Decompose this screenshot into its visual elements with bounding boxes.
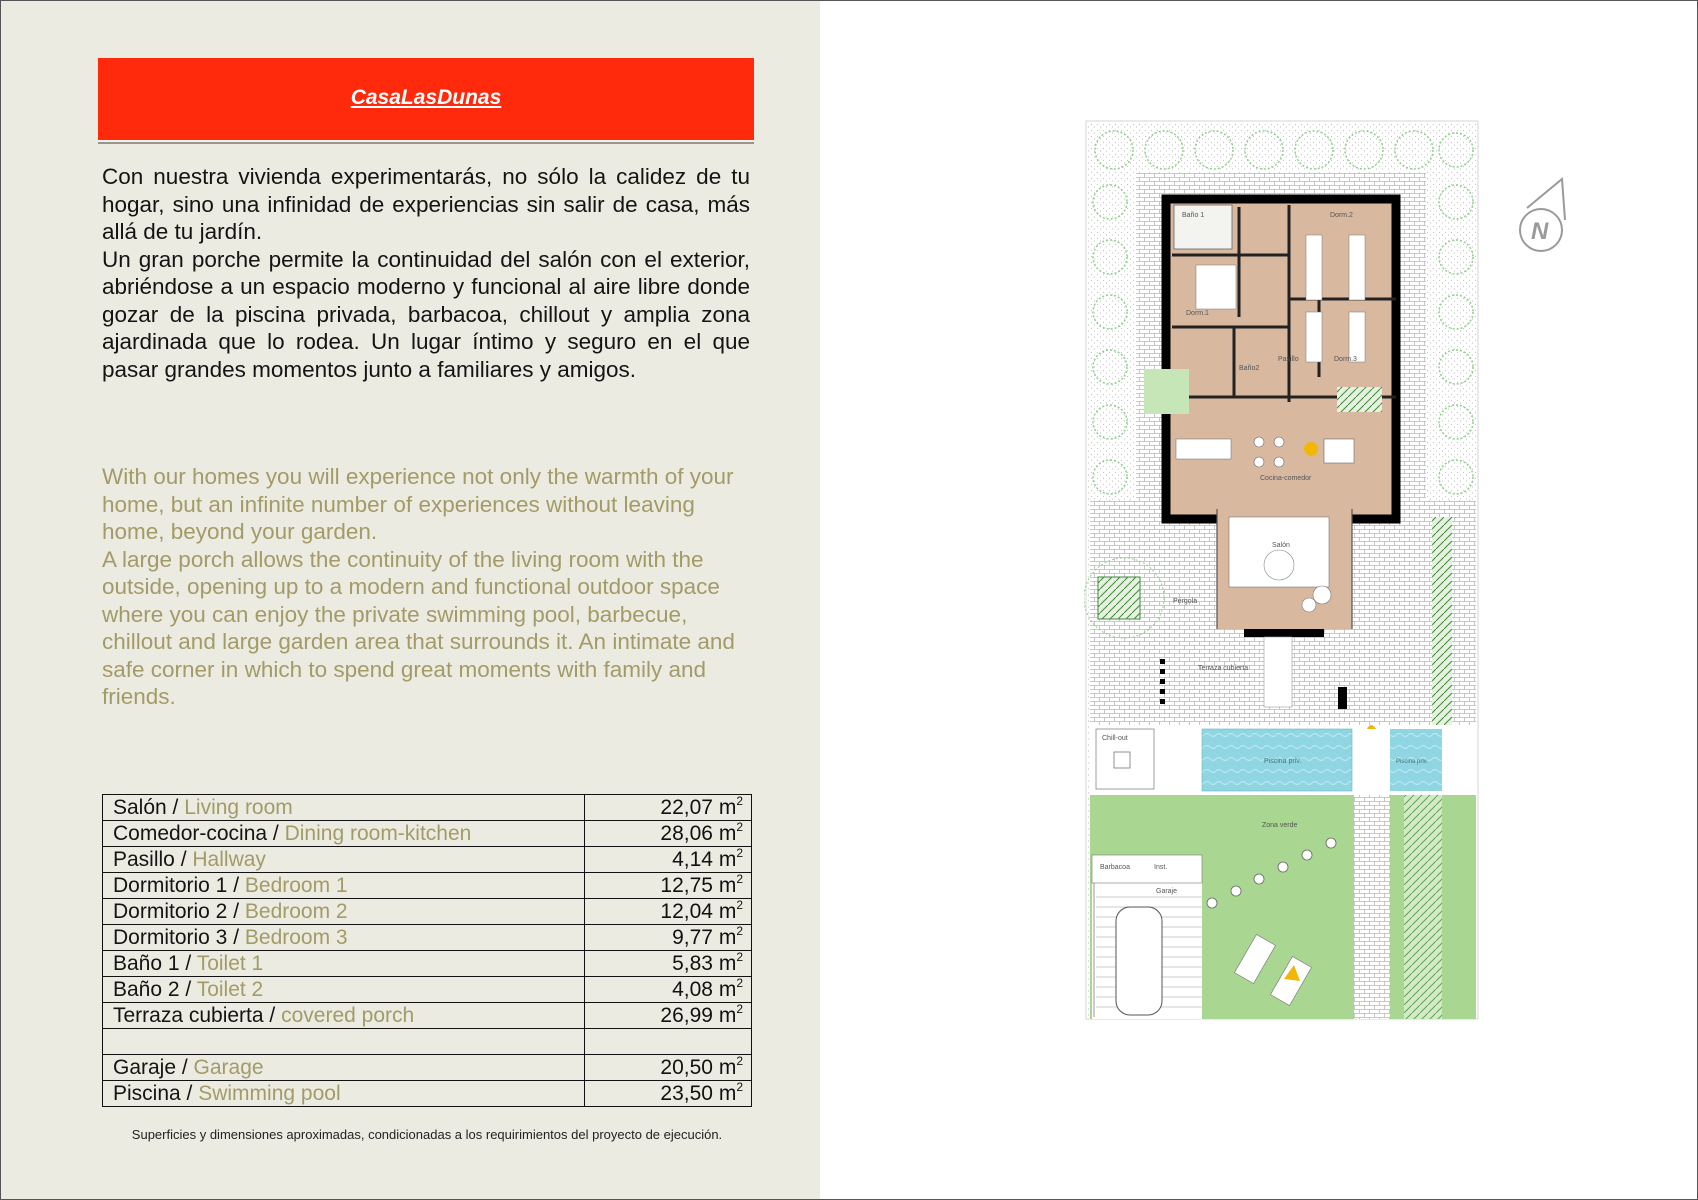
- room-name-en: Bedroom 1: [244, 873, 348, 897]
- room-name-en: Bedroom 2: [244, 899, 348, 923]
- label-chillout: Chill-out: [1102, 735, 1128, 742]
- area-unit-exponent: 2: [736, 845, 743, 860]
- room-area-cell: [585, 951, 752, 977]
- description-english: [102, 463, 750, 711]
- area-unit: m: [718, 925, 737, 949]
- area-unit: m: [718, 795, 737, 819]
- label-terrace: Terraza cubierta: [1198, 665, 1249, 672]
- area-unit: m: [718, 1003, 737, 1027]
- room-name-en: Toilet 1: [196, 951, 264, 975]
- area-row: [103, 821, 752, 847]
- east-hedge: [1432, 517, 1452, 727]
- label-inst: Inst.: [1154, 864, 1168, 871]
- room-area-cell: [585, 1055, 752, 1081]
- area-unit: m: [718, 821, 737, 845]
- area-row: [103, 873, 752, 899]
- room-name-es: Salón: [113, 795, 167, 819]
- area-unit-exponent: 2: [736, 793, 743, 808]
- label-pasillo: Pasillo: [1278, 356, 1299, 363]
- area-unit-exponent: 2: [736, 819, 743, 834]
- label-dorm3: Dorm.3: [1334, 356, 1357, 363]
- title-banner: [98, 58, 754, 142]
- label-pool: Piscina priv.: [1264, 758, 1302, 765]
- room-name-es: Garaje: [113, 1055, 177, 1079]
- room-name-es: Dormitorio 1: [113, 873, 228, 897]
- room-area-value: 28,06: [660, 821, 713, 845]
- room-area-value: 20,50: [660, 1055, 713, 1079]
- property-title[interactable]: CasaLasDunas: [350, 86, 502, 109]
- area-row: [103, 899, 752, 925]
- description-en-paragraph: With our homes you will experience not only the warmth of your home, but an infinite number of experiences without leaving home, beyond your garden.: [102, 464, 734, 544]
- area-row: [103, 1081, 752, 1107]
- room-name-en: Swimming pool: [198, 1081, 341, 1105]
- room-area-value: 9,77: [672, 925, 713, 949]
- info-panel: [1, 1, 820, 1199]
- room-area-cell: [585, 1029, 752, 1055]
- room-name-cell: Pasillo / Hallway: [103, 847, 585, 873]
- room-area-value: 23,50: [660, 1081, 713, 1105]
- garden-path: [1354, 795, 1390, 1019]
- room-name-cell: [103, 1029, 585, 1055]
- room-area-cell: [585, 847, 752, 873]
- description-es-paragraph: Con nuestra vivienda experimentarás, no sólo la calidez de tu hogar, sino una infinidad de experiencias sin salir de casa, más allá de tu jardín.: [102, 164, 750, 244]
- description-en-paragraph: A large porch allows the continuity of the living room with the outside, opening up to a modern and functional outdoor space where you can enjoy the private swimming pool, barbecue, chillout and large garden area that surrounds it. An intimate and safe corner in which to spend great moments with family and friends.: [102, 546, 735, 709]
- label-dorm1: Dorm.1: [1186, 310, 1209, 317]
- room-name-es: Baño 1: [113, 951, 180, 975]
- room-name-en: Garage: [193, 1055, 264, 1079]
- room-area-cell: [585, 899, 752, 925]
- surface-areas-table: [102, 794, 752, 1107]
- room-area-value: 4,14: [672, 847, 713, 871]
- area-row: [103, 925, 752, 951]
- label-green: Zona verde: [1262, 822, 1298, 829]
- room-name-cell: Dormitorio 3 / Bedroom 3: [103, 925, 585, 951]
- room-area-value: 26,99: [660, 1003, 713, 1027]
- room-name-es: Comedor-cocina: [113, 821, 268, 845]
- floorplan-panel: [820, 1, 1697, 1199]
- label-bath2: Baño2: [1239, 365, 1260, 372]
- garden-hedge: [1404, 795, 1442, 1019]
- north-letter: N: [1531, 218, 1549, 245]
- area-row: [103, 951, 752, 977]
- room-name-es: Piscina: [113, 1081, 181, 1105]
- area-row: [103, 977, 752, 1003]
- area-unit-exponent: 2: [736, 923, 743, 938]
- area-unit: m: [718, 899, 737, 923]
- label-dorm2: Dorm.2: [1330, 212, 1353, 219]
- area-row: [103, 795, 752, 821]
- room-area-value: 22,07: [660, 795, 713, 819]
- area-unit: m: [718, 951, 737, 975]
- area-unit: m: [718, 1055, 737, 1079]
- area-unit: m: [718, 1081, 737, 1105]
- label-salon: Salón: [1272, 542, 1290, 549]
- room-area-value: 12,75: [660, 873, 713, 897]
- room-name-es: Baño 2: [113, 977, 180, 1001]
- room-area-cell: [585, 795, 752, 821]
- room-name-en: Living room: [184, 795, 293, 819]
- area-unit: m: [718, 873, 737, 897]
- room-area-cell: [585, 821, 752, 847]
- room-area-cell: [585, 925, 752, 951]
- area-row: [103, 1055, 752, 1081]
- car-icon: [1116, 907, 1162, 1015]
- area-unit: m: [718, 977, 737, 1001]
- room-name-en: covered porch: [281, 1003, 415, 1027]
- footnote: Superficies y dimensiones aproximadas, condicionadas a los requirimientos del proyecto de ejecución.: [131, 1127, 723, 1142]
- room-name-en: Toilet 2: [196, 977, 264, 1001]
- room-name-cell: Baño 1 / Toilet 1: [103, 951, 585, 977]
- floor-plan: [1084, 117, 1484, 1021]
- north-compass: [1517, 175, 1569, 255]
- room-area-cell: [585, 1081, 752, 1107]
- room-name-en: Hallway: [192, 847, 266, 871]
- label-pool-east: Piscina priv.: [1396, 759, 1428, 765]
- room-area-value: 4,08: [672, 977, 713, 1001]
- porch-table: [1264, 637, 1292, 707]
- room-name-cell: Garaje / Garage: [103, 1055, 585, 1081]
- pergola-planter: [1098, 577, 1140, 619]
- room-area-cell: [585, 873, 752, 899]
- room-name-en: Bedroom 3: [244, 925, 348, 949]
- area-unit-exponent: 2: [736, 1001, 743, 1016]
- room-name-cell: Comedor-cocina / Dining room-kitchen: [103, 821, 585, 847]
- planter-west: [1144, 369, 1189, 414]
- description-es-paragraph: Un gran porche permite la continuidad del salón con el exterior, abriéndose a un espacio moderno y funcional al aire libre donde gozar de la piscina privada, barbacoa, chillout y amplia zona ajardinada que lo rodea. Un lugar íntimo y seguro en el que pasar grandes momentos junto a familiares y amigos.: [102, 246, 750, 382]
- area-unit-exponent: 2: [736, 975, 743, 990]
- area-unit-exponent: 2: [736, 871, 743, 886]
- room-name-es: Dormitorio 2: [113, 899, 228, 923]
- area-row: [103, 847, 752, 873]
- area-unit-exponent: 2: [736, 949, 743, 964]
- room-name-es: Terraza cubierta: [113, 1003, 264, 1027]
- room-name-cell: Baño 2 / Toilet 2: [103, 977, 585, 1003]
- area-unit-exponent: 2: [736, 1079, 743, 1094]
- area-unit-exponent: 2: [736, 897, 743, 912]
- label-bbq: Barbacoa: [1100, 864, 1130, 871]
- room-area-value: 12,04: [660, 899, 713, 923]
- room-name-cell: Dormitorio 2 / Bedroom 2: [103, 899, 585, 925]
- room-name-en: Dining room-kitchen: [284, 821, 472, 845]
- area-unit-exponent: 2: [736, 1053, 743, 1068]
- description-spanish: [102, 163, 750, 383]
- area-row: [103, 1003, 752, 1029]
- label-kitchen: Cocina-comedor: [1260, 475, 1312, 482]
- room-name-cell: Piscina / Swimming pool: [103, 1081, 585, 1107]
- room-area-value: 5,83: [672, 951, 713, 975]
- room-name-cell: Terraza cubierta / covered porch: [103, 1003, 585, 1029]
- planter-east: [1337, 387, 1382, 412]
- room-area-cell: [585, 1003, 752, 1029]
- room-name-es: Dormitorio 3: [113, 925, 228, 949]
- room-name-es: Pasillo: [113, 847, 175, 871]
- area-row: [103, 1029, 752, 1055]
- room-area-cell: [585, 977, 752, 1003]
- label-bath1: Baño 1: [1182, 212, 1205, 219]
- label-pergola: Pérgola: [1173, 598, 1198, 605]
- area-unit: m: [718, 847, 737, 871]
- label-garage: Garaje: [1156, 888, 1178, 895]
- room-name-cell: Dormitorio 1 / Bedroom 1: [103, 873, 585, 899]
- room-name-cell: Salón / Living room: [103, 795, 585, 821]
